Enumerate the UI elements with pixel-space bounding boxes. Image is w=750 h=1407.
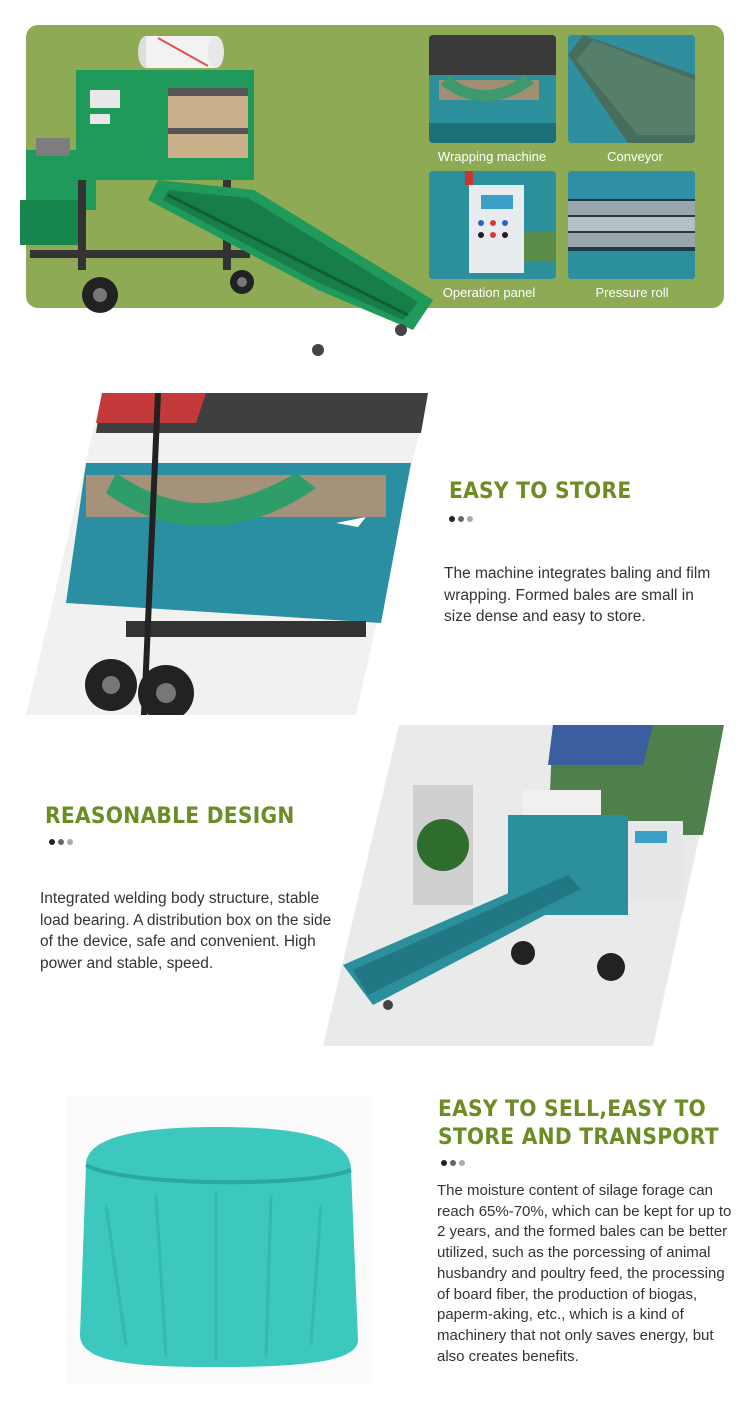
section-description: The machine integrates baling and film wrapping. Formed bales are small in size dense and easy to store.	[444, 565, 711, 625]
silage-baler-machine-image	[18, 30, 448, 360]
section-title-line1: EASY TO SELL,EASY TO	[438, 1097, 707, 1122]
thumbnail-caption: Conveyor	[607, 149, 663, 164]
feed-roller-photo	[26, 393, 428, 715]
decorative-dots	[441, 1160, 465, 1168]
thumbnail-caption: Operation panel	[442, 285, 536, 300]
thumbnail-caption: Wrapping machine	[437, 149, 547, 164]
conveyor-thumbnail	[568, 35, 695, 143]
section-title: REASONABLE DESIGN	[45, 804, 295, 829]
decorative-dots	[49, 839, 73, 847]
wrapping-machine-thumbnail	[429, 35, 556, 143]
thumbnail-caption: Pressure roll	[595, 285, 669, 300]
section-title: EASY TO STORE	[449, 479, 632, 504]
section-title-line2: STORE AND TRANSPORT	[438, 1125, 719, 1150]
operation-panel-thumbnail	[429, 171, 556, 279]
section-description: Integrated welding body structure, stable load bearing. A distribution box on the side of the device, safe and convenient. High power and stable, speed.	[40, 890, 332, 972]
decorative-dots	[449, 516, 473, 524]
section-description: The moisture content of silage forage can reach 65%-70%, which can be kept for up to 2 years, and the formed bales can be better utilized, such as the porcessing of animal husbandry and poultry feed, the processing of board fiber, the production of biogas, paperm-aking, etc., which is a kind of machinery that not only saves energy, but also creates benefits.	[437, 1182, 732, 1365]
baler-showroom-photo	[323, 725, 724, 1046]
pressure-roll-thumbnail	[568, 171, 695, 279]
wrapped-bale-photo	[66, 1095, 372, 1385]
